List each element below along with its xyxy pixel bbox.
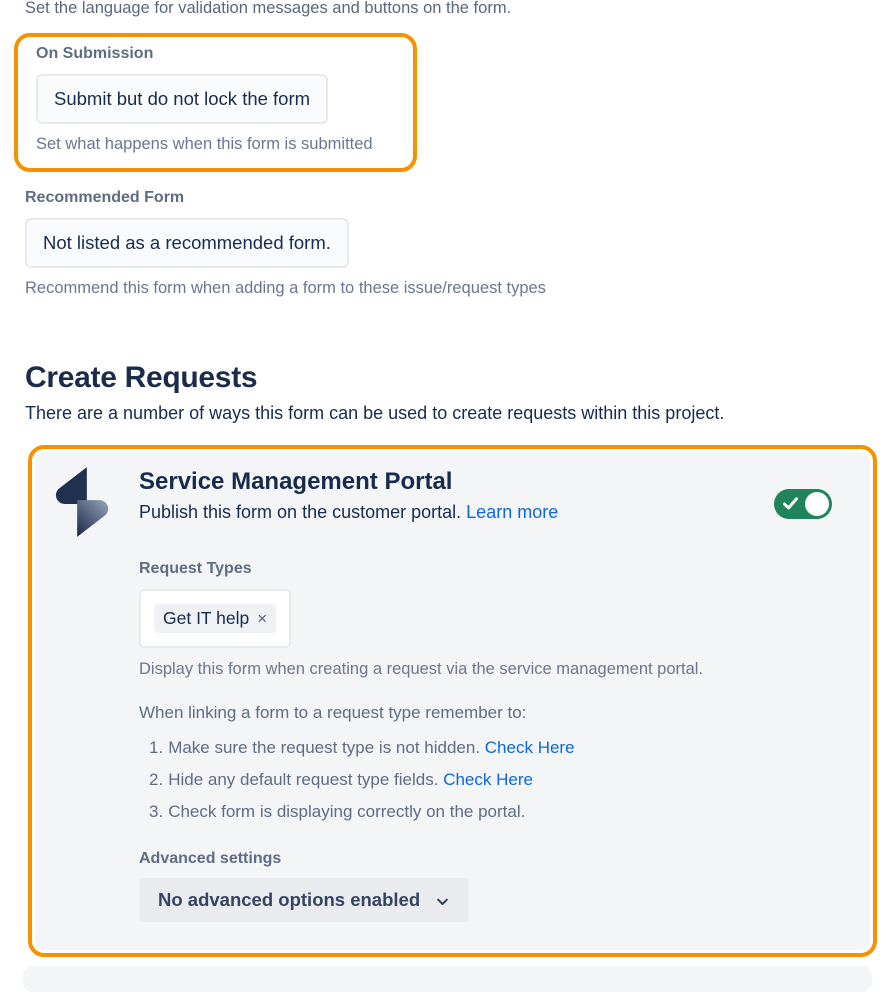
chip-label: Get IT help [163,608,250,628]
advanced-options-value: No advanced options enabled [158,889,421,910]
learn-more-link[interactable]: Learn more [466,502,559,522]
portal-card-header [51,467,840,539]
request-types-field[interactable] [139,589,291,648]
request-type-chip [154,604,276,633]
list-item [139,801,840,823]
advanced-settings-label: Advanced settings [139,850,282,867]
list-item [139,737,840,759]
step-text: Make sure the request type is not hidden. [168,738,481,757]
create-requests-heading: Create Requests [25,361,258,394]
check-icon [783,497,798,510]
portal-card-subtitle [139,502,774,523]
language-help-text: Set the language for validation messages and buttons on the form. [25,0,512,17]
recommended-form-select[interactable]: Not listed as a recommended form. [25,218,349,268]
linking-note-intro: When linking a form to a request type remember to: [139,703,527,722]
list-item [139,769,840,791]
step-text: Check form is displaying correctly on the portal. [168,802,526,821]
portal-card-title: Service Management Portal [139,468,453,495]
highlight-box-on-submission [14,33,417,172]
check-here-link[interactable]: Check Here [484,738,575,757]
portal-card-title-block [139,467,774,523]
check-here-link[interactable]: Check Here [443,770,533,789]
step-number: 2. [149,770,164,789]
request-types-label: Request Types [139,560,252,577]
step-number: 3. [149,802,164,821]
request-types-help-text: Display this form when creating a request via the service management portal. [139,660,704,678]
on-submission-help-text: Set what happens when this form is submitted [36,135,373,153]
portal-card-content [139,560,840,922]
next-section-card-partial [23,966,872,992]
portal-enabled-toggle[interactable] [774,489,832,519]
chevron-down-icon [435,894,450,909]
jira-service-management-logo-icon [51,465,113,539]
create-requests-description: There are a number of ways this form can be used to create requests within this project. [25,403,725,423]
linking-steps-list [139,737,840,823]
recommended-form-label: Recommended Form [25,189,185,206]
recommended-form-group [25,189,894,298]
toggle-knob [805,492,829,516]
close-icon[interactable]: × [257,608,268,628]
portal-subtitle-text: Publish this form on the customer portal. [139,502,462,522]
service-management-portal-card [35,452,870,950]
highlight-card-portal [28,445,877,957]
step-number: 1. [149,738,164,757]
recommended-form-help-text: Recommend this form when adding a form to these issue/request types [25,279,546,297]
step-text: Hide any default request type fields. [168,770,439,789]
advanced-options-dropdown[interactable] [139,878,469,922]
on-submission-label: On Submission [36,45,154,62]
on-submission-select[interactable]: Submit but do not lock the form [36,74,328,124]
